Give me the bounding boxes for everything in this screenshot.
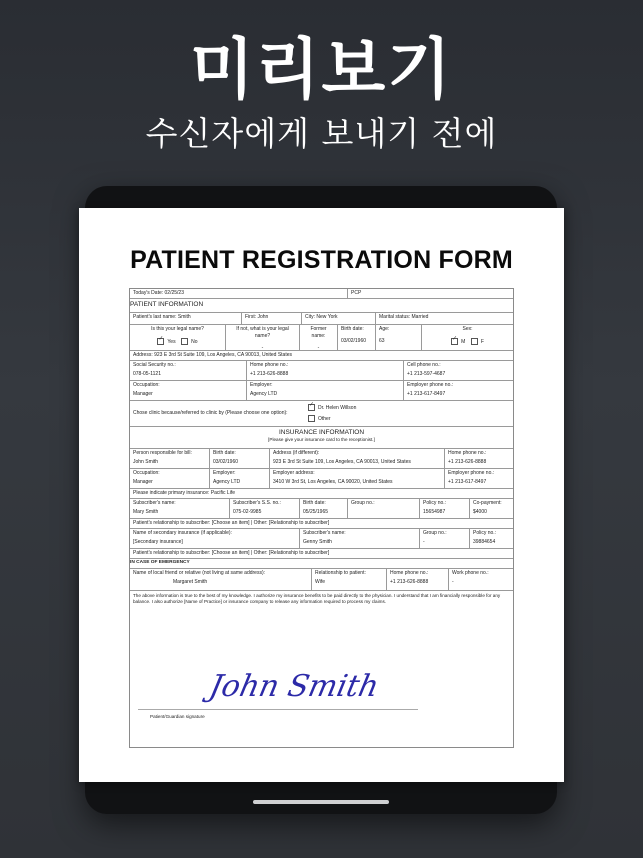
home-phone-label: Home phone no.:: [250, 362, 289, 368]
ins-birth-label: Birth date:: [213, 450, 236, 456]
clinic-question: Chose clinic because/referred to clinic by (Please choose one option):: [133, 410, 288, 416]
employer-phone-value: +1 213-617-8497: [407, 391, 446, 397]
yes-label: Yes: [167, 338, 176, 345]
group-label: Group no.:: [351, 500, 375, 506]
employer-phone-label: Employer phone no.:: [407, 382, 454, 388]
home-phone-value: +1 213-626-8888: [250, 371, 289, 377]
cell-phone-value: +1 213-597-4687: [407, 371, 446, 377]
ins-employer-addr-label: Employer address:: [273, 470, 315, 476]
section-patient-info: PATIENT INFORMATION: [130, 299, 513, 313]
signature[interactable]: John Smith: [206, 669, 382, 704]
ssn-value: 078-05-1121: [133, 371, 161, 377]
ins-occupation-value: Manager: [133, 479, 153, 485]
group2-value: -: [423, 539, 425, 545]
subscriber-label: Subscriber's name:: [133, 500, 176, 506]
ins-occupation-label: Occupation:: [133, 470, 160, 476]
policy-label: Policy no.:: [423, 500, 447, 506]
patient-city: City: New York: [302, 313, 376, 324]
emergency-work-label: Work phone no.:: [452, 570, 489, 576]
sub-birth-label: Birth date:: [303, 500, 326, 506]
ins-employer-label: Employer:: [213, 470, 236, 476]
policy2-value: 39884654: [473, 539, 496, 545]
secondary-value: [Secondary insurance]: [133, 539, 183, 545]
ins-address-value: 923 E 3rd St Suite 109, Los Angeles, CA 90013, United States: [273, 459, 411, 465]
patient-marital: Marital status: Married: [379, 314, 429, 320]
relationship-1: Patient's relationship to subscriber: [Choose an item] | Other: [Relationship to subscriber]: [133, 520, 330, 526]
copay-value: $4000: [473, 509, 487, 515]
patient-first-name: First: John: [242, 313, 302, 324]
sub-ssn-label: Subscriber's S.S. no.:: [233, 500, 281, 506]
emergency-work-value: -: [452, 579, 454, 585]
sex-f-label: F: [480, 338, 484, 345]
signature-label: Patient/Guardian signature: [150, 714, 205, 719]
occupation-value: Manager: [133, 391, 153, 397]
consent-text: The above information is true to the best of my knowledge. I authorize my insurance benefits to be paid directly to the physician. I understand that I am financially responsible for any balance. I also authorize [Name of Practice] or insurance company to release any information required to process my claims.: [133, 593, 501, 604]
yes-checkbox[interactable]: [157, 338, 164, 345]
emergency-home-value: +1 213-626-8888: [390, 579, 429, 585]
sex-m-label: M: [461, 338, 466, 345]
ins-address-label: Address (if different):: [273, 450, 320, 456]
no-label: No: [191, 338, 198, 345]
ins-employer-addr-value: 3410 W 3rd St, Los Angeles, CA 90020, United States: [273, 479, 393, 485]
employer-value: Agency LTD: [250, 391, 278, 397]
ins-birth-value: 03/02/1960: [213, 459, 239, 465]
responsible-value: John Smith: [133, 459, 159, 465]
ins-employer-phone-label: Employer phone no.:: [448, 470, 495, 476]
patient-address: Address: 923 E 3rd St Suite 109, Los Angeles, CA 90013, United States: [133, 352, 292, 358]
legal-name-question: Is this your legal name?: [151, 326, 204, 332]
sex-label: Sex:: [462, 326, 473, 332]
hero-subtitle: 수신자에게 보내기 전에: [145, 114, 498, 153]
ssn-label: Social Security no.:: [133, 362, 176, 368]
section-insurance-info: INSURANCE INFORMATION: [278, 429, 365, 436]
former-name-value: -: [317, 345, 320, 351]
sub2-value: Genny Smith: [303, 539, 332, 545]
cell-phone-label: Cell phone no.:: [407, 362, 441, 368]
occupation-label: Occupation:: [133, 382, 160, 388]
policy-value: 15654987: [423, 509, 446, 515]
document-preview[interactable]: [79, 208, 564, 782]
clinic-option-2: Other: [318, 415, 331, 422]
responsible-label: Person responsible for bill:: [133, 450, 192, 456]
emergency-rel-value: Wife: [315, 579, 325, 585]
no-checkbox[interactable]: [181, 338, 188, 345]
clinic-option-2-checkbox[interactable]: [308, 415, 315, 422]
ins-employer-value: Agency LTD: [213, 479, 241, 485]
sub-birth-value: 05/25/1965: [303, 509, 329, 515]
pcp-label: PCP: [351, 290, 362, 296]
age-value: 63: [379, 338, 385, 344]
ins-home-value: +1 213-626-8888: [448, 459, 487, 465]
former-name-label: Former name:: [310, 326, 327, 339]
hero-title: 미리보기: [189, 31, 454, 108]
subscriber-value: Mary Smith: [133, 509, 159, 515]
form-title: PATIENT REGISTRATION FORM: [130, 246, 513, 274]
group2-label: Group no.:: [423, 530, 447, 536]
patient-last-name: Patient's last name: Smith: [130, 313, 242, 324]
emergency-name-value: Margaret Smith: [173, 579, 208, 585]
ins-employer-phone-value: +1 213-617-8497: [448, 479, 487, 485]
birth-date-value: 03/02/1960: [341, 338, 367, 344]
home-indicator: [253, 800, 389, 804]
employer-label: Employer:: [250, 382, 273, 388]
today-date: Today's Date: 02/25/23: [130, 289, 348, 298]
birth-date-label: Birth date:: [341, 326, 364, 332]
clinic-option-1-checkbox[interactable]: [308, 404, 315, 411]
relationship-2: Patient's relationship to subscriber: [Choose an item] | Other: [Relationship to subscriber]: [133, 550, 330, 556]
secondary-label: Name of secondary insurance (if applicable):: [133, 530, 232, 536]
emergency-home-label: Home phone no.:: [390, 570, 429, 576]
sex-f-checkbox[interactable]: [471, 338, 478, 345]
emergency-rel-label: Relationship to patient:: [315, 570, 366, 576]
clinic-option-1: Dr. Helen Willson: [318, 404, 357, 411]
emergency-name-label: Name of local friend or relative (not living at same address):: [133, 570, 266, 576]
sex-m-checkbox[interactable]: [451, 338, 458, 345]
copay-label: Co-payment:: [473, 500, 502, 506]
policy2-label: Policy no.:: [473, 530, 497, 536]
primary-insurance: Please indicate primary insurance: Pacific Life: [133, 490, 235, 496]
sub2-label: Subscriber's name:: [303, 530, 346, 536]
signature-line: [138, 709, 418, 710]
age-label: Age:: [379, 326, 390, 332]
if-not-legal-name: If not, what is your legal name?: [236, 326, 289, 339]
section-emergency: IN CASE OF EMERGENCY: [130, 559, 513, 569]
ins-home-label: Home phone no.:: [448, 450, 487, 456]
registration-form: [129, 288, 514, 748]
legal-name-value: -: [261, 345, 264, 351]
insurance-note: [Please give your insurance card to the receptionist.]: [268, 437, 375, 442]
sub-ssn-value: 075-02-9985: [233, 509, 262, 515]
